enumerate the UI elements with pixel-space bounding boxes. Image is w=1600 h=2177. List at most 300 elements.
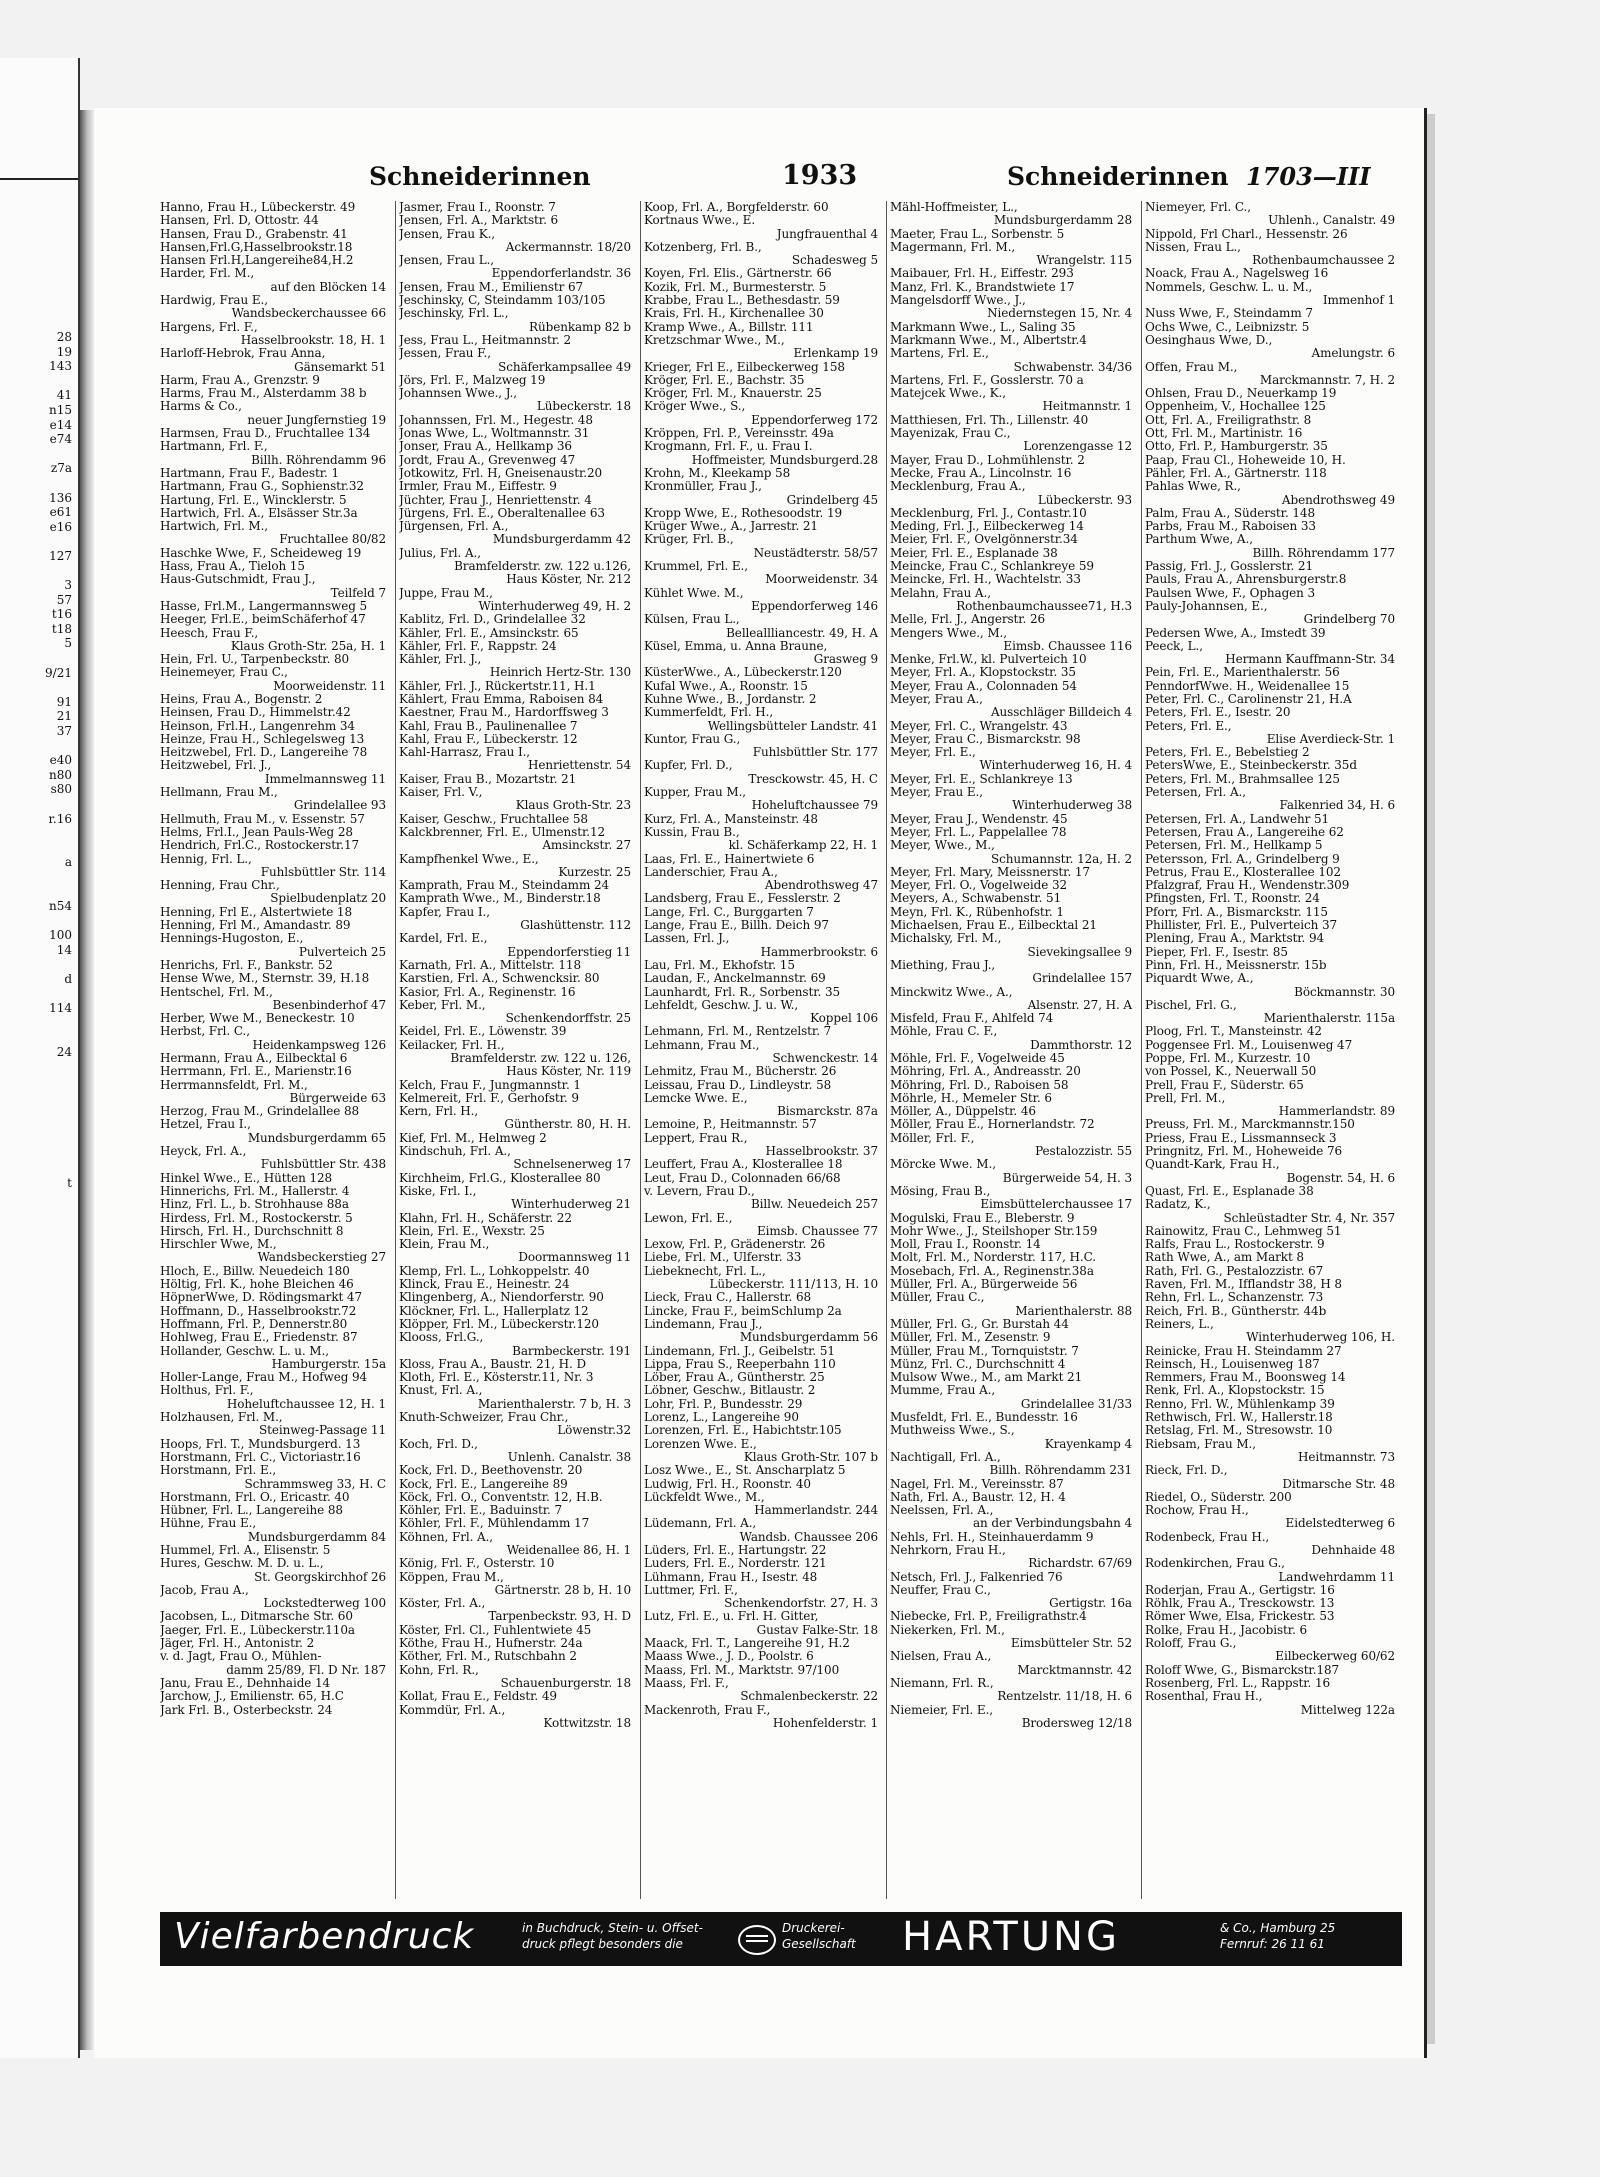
directory-entry: Kasior, Frl. A., Reginenstr. 16 [399, 984, 576, 999]
directory-entry: Lehfeldt, Geschw. J. u. W., [644, 997, 799, 1012]
directory-entry: Meyers, A., Schwabenstr. 51 [890, 891, 1062, 906]
entry-continuation: Hasselbrookstr. 18, H. 1 [240, 332, 386, 347]
entry-continuation: Böckmannstr. 30 [1294, 984, 1395, 999]
column-divider [886, 201, 887, 1899]
directory-entry: Niebecke, Frl. P., Freiligrathstr.4 [890, 1609, 1087, 1624]
directory-entry: Herber, Wwe M., Beneckestr. 10 [160, 1011, 355, 1026]
directory-entry: Möller, Frl. F., [890, 1130, 975, 1145]
directory-entry: Hellmann, Frau M., [160, 785, 278, 800]
entry-continuation: an der Verbindungsbahn 4 [972, 1516, 1132, 1531]
directory-entry: Netsch, Frl. J., Falkenried 76 [890, 1569, 1063, 1584]
stub-fragment [0, 1249, 72, 1264]
directory-entry: Haschke Wwe, F., Scheideweg 19 [160, 545, 362, 560]
directory-entry: Julius, Frl. A., [399, 545, 481, 560]
entry-continuation: Koppel 106 [810, 1011, 878, 1026]
directory-entry: Meyn, Frl. K., Rübenhofstr. 1 [890, 904, 1064, 919]
directory-entry: Herzog, Frau M., Grindelallee 88 [160, 1104, 360, 1119]
directory-entry: Harm, Frau A., Grenzstr. 9 [160, 372, 320, 387]
directory-entry: Hetzel, Frau I., [160, 1117, 251, 1132]
stub-fragment: e74 [49, 432, 72, 447]
directory-entry: Musfeldt, Frl. E., Bundesstr. 16 [890, 1410, 1078, 1425]
directory-entry: Reich, Frl. B., Güntherstr. 44b [1145, 1303, 1327, 1318]
directory-entry: Meincke, Frau C., Schlankreye 59 [890, 559, 1094, 574]
entry-continuation: Eilbeckerweg 60/62 [1275, 1649, 1395, 1664]
entry-continuation: Klaus Groth-Str. 25a, H. 1 [230, 638, 386, 653]
directory-entry: Hense Wwe, M., Sternstr. 39, H.18 [160, 971, 370, 986]
directory-entry: Pischel, Frl. G., [1145, 997, 1237, 1012]
directory-entry: Hansen, Frl. D, Ottostr. 44 [160, 213, 319, 228]
directory-entry: Kamprath Wwe., M., Binderstr.18 [399, 891, 601, 906]
entry-continuation: Bramfelderstr. zw. 122 u. 126, [450, 1051, 631, 1065]
directory-entry: Röhlk, Frau A., Tresckowstr. 13 [1145, 1596, 1335, 1611]
directory-entry: Krieger, Frl E., Eilbeckerweg 158 [644, 359, 845, 374]
directory-entry: Leuffert, Frau A., Klosterallee 18 [644, 1157, 843, 1172]
entry-continuation: Grindelallee 157 [1032, 971, 1132, 986]
entry-continuation: Hammerlandstr. 89 [1278, 1104, 1395, 1119]
directory-entry: Meyer, Frau A., Colonnaden 54 [890, 678, 1077, 693]
entry-continuation: Eimsb. Chaussee 116 [1003, 638, 1132, 653]
column-divider [395, 201, 396, 1899]
directory-entry: Pringnitz, Frl. M., Hoheweide 76 [1145, 1144, 1343, 1159]
directory-entry: Külsen, Frau L., [644, 612, 740, 627]
directory-entry: Harms, Frau M., Alsterdamm 38 b [160, 386, 367, 401]
entry-continuation: Teilfeld 7 [330, 585, 386, 600]
entry-continuation: Abendrothsweg 47 [764, 878, 878, 893]
entry-continuation: Billh. Röhrendamm 231 [989, 1463, 1132, 1478]
directory-entry: Landsberg, Frau E., Fesslerstr. 2 [644, 891, 841, 906]
directory-entry: Herrmann, Frl. E., Marienstr.16 [160, 1064, 352, 1079]
directory-entry: Meyer, Frau A., [890, 691, 983, 706]
entry-continuation: Lorenzengasse 12 [1023, 439, 1132, 454]
directory-entry: Möhring, Frl. A., Andreasstr. 20 [890, 1064, 1081, 1079]
directory-entry: Melle, Frl. J., Angerstr. 26 [890, 612, 1046, 627]
entry-continuation: Schleüstadter Str. 4, Nr. 357 [1223, 1210, 1395, 1225]
entry-continuation: Eimsb. Chaussee 77 [756, 1223, 878, 1238]
directory-entry: Petersen, Frl. A., Landwehr 51 [1145, 811, 1330, 826]
directory-entry: Köster, Frl. Cl., Fuhlentwiete 45 [399, 1622, 592, 1637]
entry-continuation: Falkenried 34, H. 6 [1279, 798, 1395, 813]
directory-entry: Meyer, Frl. E., Schlankreye 13 [890, 771, 1073, 786]
stub-fragment [0, 651, 72, 666]
directory-entry: Harmsen, Frau D., Fruchtallee 134 [160, 426, 371, 441]
directory-entry: Meier, Frl. F., Ovelgönnerstr.34 [890, 532, 1078, 547]
entry-continuation: Krayenkamp 4 [1044, 1436, 1132, 1451]
directory-entry: Jürgensen, Frl. A., [399, 519, 509, 534]
entry-continuation: Marckmannstr. 7, H. 2 [1259, 372, 1395, 387]
entry-continuation: Gertigstr. 16a [1049, 1596, 1132, 1611]
directory-entry: Kuntor, Frau G., [644, 731, 741, 746]
directory-entry: Pfingsten, Frl. T., Roonstr. 24 [1145, 891, 1320, 906]
entry-continuation: Hamburgerstr. 15a [271, 1356, 386, 1371]
directory-entry: Magermann, Frl. M., [890, 239, 1016, 254]
stub-fragment: n54 [49, 899, 72, 914]
directory-entry: Meyer, Frau C., Bismarckstr. 98 [890, 731, 1081, 746]
directory-entry: Losz Wwe., E., St. Anscharplatz 5 [644, 1463, 846, 1478]
directory-entry: Klein, Frau M., [399, 1237, 490, 1252]
stub-fragment [0, 1016, 72, 1031]
directory-entry: Heitzwebel, Frl. D., Langereihe 78 [160, 745, 368, 760]
directory-entry: König, Frl. F., Osterstr. 10 [399, 1556, 555, 1571]
directory-entry: Mecklenburg, Frl. J., Contastr.10 [890, 505, 1087, 520]
directory-entry: Hansen Frl.H,Langereihe84,H.2 [160, 253, 354, 268]
directory-entry: Klinck, Frau E., Heinestr. 24 [399, 1277, 570, 1292]
directory-entry: Kühlet Wwe. M., [644, 585, 744, 600]
directory-entry: Lutz, Frl. E., u. Frl. H. Gitter, [644, 1609, 819, 1624]
directory-entry: Kähler, Frl. J., [399, 652, 482, 667]
entry-continuation: Schwenckestr. 14 [772, 1051, 878, 1065]
entry-continuation: Bogenstr. 54, H. 6 [1286, 1170, 1395, 1185]
entry-continuation: Klaus Groth-Str. 23 [515, 798, 631, 813]
entry-continuation: Ditmarsche Str. 48 [1282, 1476, 1395, 1491]
directory-entry: Hass, Frau A., Tieloh 15 [160, 559, 305, 574]
directory-entry: Meyer, Frl. E., [890, 745, 976, 760]
directory-entry: Lorenzen, Frl. E., Habichtstr.105 [644, 1423, 842, 1438]
stub-fragment: 37 [56, 724, 72, 739]
directory-entry: Luders, Frl. E., Norderstr. 121 [644, 1556, 827, 1571]
entry-continuation: Schumannstr. 12a, H. 2 [991, 851, 1132, 866]
directory-entry: Hoffmann, D., Hasselbrookstr.72 [160, 1303, 357, 1318]
directory-entry: Rath, Frl. G., Pestalozzistr. 67 [1145, 1263, 1324, 1278]
directory-entry: Mörcke Wwe. M., [890, 1157, 996, 1172]
directory-entry: Meyer, Frl. L., Pappelallee 78 [890, 824, 1067, 839]
directory-entry: Hirsch, Frl. H., Durchschnitt 8 [160, 1223, 344, 1238]
directory-entry: Martens, Frl. F., Gosslerstr. 70 a [890, 372, 1084, 387]
directory-entry: Jürgens, Frl. E., Oberaltenallee 63 [399, 505, 605, 520]
directory-entry: Pähler, Frl. A., Gärtnerstr. 118 [1145, 465, 1327, 480]
directory-entry: KüsterWwe., A., Lübeckerstr.120 [644, 665, 842, 680]
directory-entry: Hartmann, Frl. F., [160, 439, 268, 454]
stub-fragment: s80 [50, 782, 72, 797]
left-facing-page [0, 58, 80, 2058]
entry-continuation: Steinweg-Passage 11 [259, 1423, 386, 1438]
directory-entry: Niemann, Frl. R., [890, 1675, 994, 1690]
directory-entry: Kapfer, Frau I., [399, 904, 490, 919]
directory-entry: Möhle, Frl. F., Vogelweide 45 [890, 1051, 1065, 1065]
directory-entry: Möhle, Frau C. F., [890, 1024, 998, 1039]
directory-entry: Knust, Frl. A., [399, 1383, 483, 1398]
directory-entry: Liebe, Frl. M., Ulferstr. 33 [644, 1250, 802, 1265]
stub-fragment: e14 [49, 417, 72, 432]
stub-fragment: d [64, 972, 72, 987]
directory-entry: Jordt, Frau A., Grevenweg 47 [399, 452, 576, 467]
entry-continuation: Wellingsbütteler Landstr. 41 [707, 718, 878, 733]
directory-entry: Poggensee Frl. M., Louisenweg 47 [1145, 1037, 1353, 1052]
directory-entry: Möhring, Frl. D., Raboisen 58 [890, 1077, 1069, 1092]
entry-continuation: Abendrothsweg 49 [1281, 492, 1395, 507]
entry-continuation: Barmbeckerstr. 191 [512, 1343, 631, 1358]
directory-entry: Meyer, Frau J., Wendenstr. 45 [890, 811, 1068, 826]
divider [0, 178, 78, 180]
stub-fragment: 57 [56, 592, 72, 607]
directory-entry: Jensen, Frau M., Emilienstr 67 [399, 279, 584, 294]
directory-column [644, 201, 884, 1901]
entry-continuation: Bürgerweide 63 [289, 1090, 386, 1105]
directory-entry: Kiske, Frl. I., [399, 1183, 477, 1198]
directory-entry: Hirdess, Frl. M., Rostockerstr. 5 [160, 1210, 353, 1225]
directory-entry: Koyen, Frl. Elis., Gärtnerstr. 66 [644, 266, 832, 281]
entry-continuation: Ackermannstr. 18/20 [505, 239, 631, 254]
directory-entry: Maeter, Frau L., Sorbenstr. 5 [890, 226, 1065, 241]
entry-continuation: Bismarckstr. 87a [777, 1104, 878, 1119]
directory-entry: Hoops, Frl. T., Mundsburgerd. 13 [160, 1436, 361, 1451]
directory-entry: Krohn, M., Kleekamp 58 [644, 465, 791, 480]
entry-continuation: Mundsburgerdamm 42 [492, 532, 631, 547]
directory-entry: Juppe, Frau M., [399, 585, 493, 600]
directory-entry: Köhler, Frl. F., Mühlendamm 17 [399, 1516, 590, 1531]
directory-entry: Kablitz, Frl. D., Grindelallee 32 [399, 612, 586, 627]
directory-entry: Petersen, Frau A., Langereihe 62 [1145, 824, 1344, 839]
directory-entry: Kröger Wwe., S., [644, 399, 746, 414]
directory-entry: Parbs, Frau M., Raboisen 33 [1145, 519, 1316, 534]
directory-entry: Kupper, Frau M., [644, 785, 747, 800]
directory-entry: Hanno, Frau H., Lübeckerstr. 49 [160, 201, 356, 214]
directory-entry: Henrichs, Frl. F., Bankstr. 52 [160, 957, 333, 972]
directory-entry: Kampfhenkel Wwe., E., [399, 851, 539, 866]
directory-entry: Neelssen, Frl. A., [890, 1503, 994, 1518]
directory-entry: Holzhausen, Frl. M., [160, 1410, 283, 1425]
stub-fragment: 143 [49, 359, 72, 374]
entry-continuation: Marcktmannstr. 42 [1017, 1662, 1132, 1677]
directory-entry: Hures, Geschw. M. D. u. L., [160, 1556, 324, 1571]
directory-entry: Nommels, Geschw. L. u. M., [1145, 279, 1313, 294]
stub-fragment: 41 [56, 388, 72, 403]
directory-entry: Krüger Wwe., A., Jarrestr. 21 [644, 519, 818, 534]
directory-entry: Matthiesen, Frl. Th., Lillenstr. 40 [890, 412, 1089, 427]
stub-fragment [0, 739, 72, 754]
directory-entry: Ludwig, Frl. H., Roonstr. 40 [644, 1476, 811, 1491]
stub-fragment [0, 1264, 72, 1279]
entry-continuation: Schrammsweg 33, H. C [244, 1476, 386, 1491]
directory-entry: Nath, Frl. A., Baustr. 12, H. 4 [890, 1489, 1066, 1504]
directory-entry: Jotkowitz, Frl. H, Gneisenaustr.20 [399, 465, 603, 480]
directory-entry: Hentschel, Frl. M., [160, 984, 273, 999]
entry-continuation: Moorweidenstr. 11 [273, 678, 386, 693]
directory-entry: Herrmannsfeldt, Frl. M., [160, 1077, 308, 1092]
directory-entry: Niemeyer, Frl. C., [1145, 201, 1251, 214]
entry-continuation: Rothenbaumchaussee 2 [1252, 253, 1395, 268]
directory-entry: Lemcke Wwe. E., [644, 1090, 748, 1105]
directory-entry: Roloff, Frau G., [1145, 1636, 1237, 1651]
directory-entry: Rosenthal, Frau H., [1145, 1689, 1263, 1704]
directory-entry: Karstien, Frl. A., Schwencksir. 80 [399, 971, 600, 986]
directory-entry: Pein, Frl. E., Marienthalerstr. 56 [1145, 665, 1340, 680]
directory-entry: Karnath, Frl. A., Mittelstr. 118 [399, 957, 581, 972]
directory-entry: v. d. Jagt, Frau O., Mühlen- [160, 1649, 322, 1664]
directory-entry: Lohr, Frl. P., Bundesstr. 29 [644, 1396, 803, 1411]
directory-entry: Markmann Wwe., M., Albertstr.4 [890, 332, 1087, 347]
directory-entry: Hartwich, Frl. M., [160, 519, 269, 534]
directory-entry: Kock, Frl. E., Langereihe 89 [399, 1476, 568, 1491]
directory-entry: Heeger, Frl.E., beimSchäferhof 47 [160, 612, 366, 627]
entry-continuation: neuer Jungfernstieg 19 [247, 412, 386, 427]
entry-continuation: Kurzestr. 25 [558, 864, 631, 879]
directory-entry: Mengers Wwe., M., [890, 625, 1007, 640]
entry-continuation: Fuhlsbüttler Str. 114 [260, 864, 386, 879]
directory-entry: Pieper, Frl. F., Isestr. 85 [1145, 944, 1288, 959]
directory-entry: Klahn, Frl. H., Schäferstr. 22 [399, 1210, 572, 1225]
entry-continuation: Rothenbaumchaussee71, H.3 [956, 598, 1132, 613]
entry-continuation: Grindelallee 31/33 [1020, 1396, 1132, 1411]
entry-continuation: Niedernstegen 15, Nr. 4 [987, 306, 1132, 321]
directory-entry: Kahl-Harrasz, Frau I., [399, 745, 531, 760]
directory-entry: Quast, Frl. E., Esplanade 38 [1145, 1183, 1314, 1198]
directory-entry: Mähl-Hoffmeister, L., [890, 201, 1018, 214]
directory-entry: Herbst, Frl. C., [160, 1024, 250, 1039]
directory-entry: Hloch, E., Billw. Neuedeich 180 [160, 1263, 350, 1278]
directory-entry: Müller, Frl. M., Zesenstr. 9 [890, 1330, 1051, 1345]
directory-entry: Paulsen Wwe, F., Ophagen 3 [1145, 585, 1316, 600]
stub-fragment: 136 [49, 490, 72, 505]
directory-entry: Piquardt Wwe, A., [1145, 971, 1254, 986]
directory-entry: Mayenizak, Frau C., [890, 426, 1011, 441]
directory-entry: Kurz, Frl. A., Mansteinstr. 48 [644, 811, 818, 826]
directory-entry: Jaeger, Frl. E., Lübeckerstr.110a [160, 1622, 355, 1637]
directory-entry: Pauls, Frau A., Ahrensburgerstr.8 [1145, 572, 1347, 587]
directory-entry: Krabbe, Frau L., Bethesdastr. 59 [644, 293, 840, 308]
directory-entry: Lühmann, Frau H., Isestr. 48 [644, 1569, 818, 1584]
entry-continuation: Weidenallee 86, H. 1 [506, 1542, 631, 1557]
directory-entry: Rodenbeck, Frau H., [1145, 1529, 1270, 1544]
stub-fragment [0, 1074, 72, 1089]
entry-continuation: damm 25/89, Fl. D Nr. 187 [226, 1662, 386, 1677]
directory-entry: Kloss, Frau A., Baustr. 21, H. D [399, 1356, 586, 1371]
directory-entry: Mumme, Frau A., [890, 1383, 996, 1398]
directory-entry: von Possel, K., Neuerwall 50 [1145, 1064, 1317, 1079]
directory-entry: Paap, Frau Cl., Hoheweide 10, H. [1145, 452, 1346, 467]
directory-entry: Lehmann, Frl. M., Rentzelstr. 7 [644, 1024, 832, 1039]
directory-entry: Heinson, Frl.H., Langenrehm 34 [160, 718, 355, 733]
entry-continuation: Schmalenbeckerstr. 22 [740, 1689, 878, 1704]
header-title-left: Schneiderinnen [369, 162, 591, 191]
entry-continuation: Grindelberg 70 [1303, 612, 1395, 627]
directory-entry: Kardel, Frl. E., [399, 931, 488, 946]
directory-entry: Kock, Frl. D., Beethovenstr. 20 [399, 1463, 583, 1478]
directory-entry: Meyer, Frl. O., Vogelweide 32 [890, 878, 1068, 893]
entry-continuation: Tresckowstr. 45, H. C [748, 771, 878, 786]
entry-continuation: Dammthorstr. 12 [1030, 1037, 1132, 1052]
entry-continuation: Wrangelstr. 115 [1036, 253, 1132, 268]
entry-continuation: Heinrich Hertz-Str. 130 [489, 665, 631, 680]
directory-entry: Petersen, Frl. M., Hellkamp 5 [1145, 838, 1323, 853]
directory-entry: Jüchter, Frau J., Henriettenstr. 4 [399, 492, 592, 507]
directory-entry: Möller, A., Düppelstr. 46 [890, 1104, 1036, 1119]
directory-entry: Irmler, Frau M., Eiffestr. 9 [399, 479, 557, 494]
directory-entry: Manz, Frl. K., Brandstwiete 17 [890, 279, 1075, 294]
directory-entry: Möhrle, H., Memeler Str. 6 [890, 1090, 1052, 1105]
entry-continuation: Besenbinderhof 47 [272, 997, 386, 1012]
directory-entry: Kief, Frl. M., Helmweg 2 [399, 1130, 547, 1145]
directory-entry: Jessen, Frau F., [399, 346, 491, 361]
directory-entry: Hinnerichs, Frl. M., Hallerstr. 4 [160, 1183, 350, 1198]
directory-entry: Kählert, Frau Emma, Raboisen 84 [399, 691, 604, 706]
entry-continuation: Schenkendorfstr. 27, H. 3 [724, 1596, 878, 1611]
directory-entry: Nehls, Frl. H., Steinhauerdamm 9 [890, 1529, 1094, 1544]
entry-continuation: Alsenstr. 27, H. A [1027, 997, 1132, 1012]
stub-fragment [0, 1162, 72, 1177]
directory-entry: Jarchow, J., Emilienstr. 65, H.C [160, 1689, 344, 1704]
entry-continuation: Fruchtallee 80/82 [279, 532, 386, 547]
directory-entry: Parthum Wwe, A., [1145, 532, 1253, 547]
directory-entry: Kuhne Wwe., B., Jordanstr. 2 [644, 691, 817, 706]
directory-entry: Keilacker, Frl. H., [399, 1037, 505, 1052]
wave-logo-icon [738, 1925, 776, 1955]
directory-entry: Heinze, Frau H., Schlegelsweg 13 [160, 731, 365, 746]
entry-continuation: Löwenstr.32 [557, 1423, 631, 1438]
directory-entry: Heitzwebel, Frl. J., [160, 758, 272, 773]
directory-entry: Laudan, F., Anckelmannstr. 69 [644, 971, 826, 986]
directory-entry: Kropp Wwe, E., Rothesoodstr. 19 [644, 505, 843, 520]
stub-fragment [0, 1191, 72, 1206]
directory-entry: Lieck, Frau C., Hallerstr. 68 [644, 1290, 812, 1305]
header-title-right: Schneiderinnen [1007, 162, 1229, 191]
directory-entry: Kramp Wwe., A., Billstr. 111 [644, 319, 814, 334]
directory-entry: Jörs, Frl. F., Malzweg 19 [399, 372, 546, 387]
directory-entry: Mecklenburg, Frau A., [890, 479, 1026, 494]
entry-continuation: Spielbudenplatz 20 [270, 891, 386, 906]
directory-entry: Hasse, Frl.M., Langermannsweg 5 [160, 598, 368, 613]
entry-continuation: Pestalozzistr. 55 [1035, 1144, 1132, 1159]
stub-fragment: z7a [50, 461, 72, 476]
directory-entry: Reinicke, Frau H. Steindamm 27 [1145, 1343, 1342, 1358]
entry-continuation: Hohenfelderstr. 1 [772, 1715, 878, 1730]
directory-entry: Kufal Wwe., A., Roonstr. 15 [644, 678, 808, 693]
directory-entry: Jensen, Frl. A., Marktstr. 6 [399, 213, 559, 228]
directory-entry: Laas, Frl. E., Hainertwiete 6 [644, 851, 815, 866]
directory-entry: Kretzschmar Wwe., M., [644, 332, 785, 347]
directory-entry: Hübner, Frl. L., Langereihe 88 [160, 1503, 343, 1518]
entry-continuation: Grindelberg 45 [786, 492, 878, 507]
directory-entry: Pedersen Wwe, A., Imstedt 39 [1145, 625, 1326, 640]
directory-entry: Müller, Frau M., Tornquiststr. 7 [890, 1343, 1079, 1358]
directory-entry: Offen, Frau M., [1145, 359, 1238, 374]
directory-entry: Mogulski, Frau E., Bleberstr. 9 [890, 1210, 1075, 1225]
directory-entry: Lindemann, Frau J., [644, 1316, 763, 1331]
directory-entry: Klein, Frl. E., Wexstr. 25 [399, 1223, 545, 1238]
entry-continuation: Fuhlsbüttler Str. 438 [260, 1157, 386, 1172]
directory-entry: Kaiser, Frl. V., [399, 785, 483, 800]
stub-fragment: 3 [64, 578, 72, 593]
directory-entry: Hohlweg, Frau E., Friedenstr. 87 [160, 1330, 358, 1345]
directory-entry: Liebeknecht, Frl. L., [644, 1263, 766, 1278]
stub-fragment [0, 841, 72, 856]
entry-continuation: Grasweg 9 [813, 652, 878, 667]
stub-fragment [0, 885, 72, 900]
directory-entry: Leppert, Frau R., [644, 1130, 748, 1145]
directory-entry: Kaiser, Geschw., Fruchtallee 58 [399, 811, 588, 826]
stub-fragment: 19 [56, 344, 72, 359]
stub-fragment: e40 [49, 753, 72, 768]
directory-entry: Hendrich, Frl.C., Rostockerstr.17 [160, 838, 360, 853]
directory-entry: Jäger, Frl. H., Antonistr. 2 [160, 1636, 315, 1651]
stub-fragment [0, 374, 72, 389]
directory-entry: Heinsen, Frau D., Himmelstr.42 [160, 705, 351, 720]
entry-continuation: Marienthalerstr. 115a [1263, 1011, 1395, 1026]
directory-entry: Jacobsen, L., Ditmarsche Str. 60 [160, 1609, 353, 1624]
directory-entry: Rolke, Frau H., Jacobistr. 6 [1145, 1622, 1308, 1637]
directory-entry: Niekerken, Frl. M., [890, 1622, 1005, 1637]
entry-continuation: Dehnhaide 48 [1311, 1542, 1395, 1557]
directory-entry: Krogmann, Frl. F., u. Frau I. [644, 439, 813, 454]
directory-entry: Klooss, Frl.G., [399, 1330, 484, 1345]
directory-columns [160, 201, 1400, 1901]
entry-continuation: Gustav Falke-Str. 18 [756, 1622, 878, 1637]
directory-entry: Markmann Wwe., L., Saling 35 [890, 319, 1076, 334]
stub-fragment [0, 1147, 72, 1162]
stub-fragment: 9/21 [45, 665, 72, 680]
stub-fragment [0, 1118, 72, 1133]
directory-entry: Roderjan, Frau A., Gertigstr. 16 [1145, 1582, 1335, 1597]
directory-entry: Klöpper, Frl. M., Lübeckerstr.120 [399, 1316, 599, 1331]
